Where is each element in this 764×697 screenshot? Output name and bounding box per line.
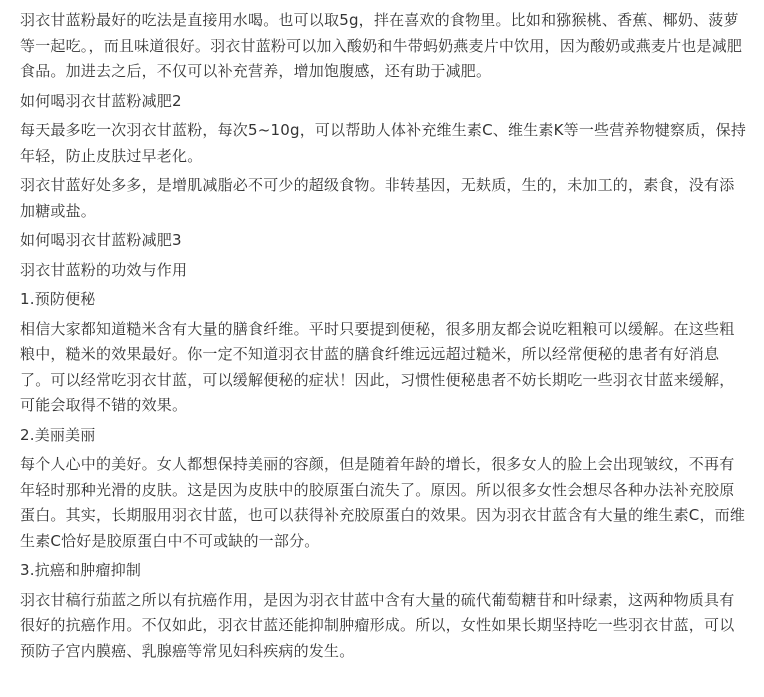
section-heading-3: 如何喝羽衣甘蓝粉减肥3 <box>20 231 182 249</box>
intro-paragraph: 羽衣甘蓝粉最好的吃法是直接用水喝。也可以取5g，拌在喜欢的食物里。比如和猕猴桃、香蕉、椰奶、菠萝等一起吃。，而且味道很好。羽衣甘蓝粉可以加入酸奶和牛带蚂奶燕麦片中饮用，因为酸奶或燕麦片也是减肥食品。加进去之后，不仅可以补充营养，增加饱腹感，还有助于减肥。 <box>20 11 743 80</box>
point-2-heading: 2.美丽美丽 <box>20 425 96 444</box>
article-body <box>20 8 748 664</box>
effects-heading: 羽衣甘蓝粉的功效与作用 <box>20 260 188 279</box>
point-3-paragraph: 羽衣甘稿行茄蓝之所以有抗癌作用，是因为羽衣甘蓝中含有大量的硫代葡萄糖苷和叶绿素，这两种物质具有很好的抗癌作用。不仅如此，羽衣甘蓝还能抑制肿瘤形成。所以，女性如果长期坚持吃一些羽衣甘蓝，可以预防子宫内膜癌、乳腺癌等常见妇科疾病的发生。 <box>20 590 735 660</box>
dosage-paragraph: 每天最多吃一次羽衣甘蓝粉，每次5~10g，可以帮助人体补充维生素C、维生素K等一些营养物犍察质，保持年轻，防止皮肤过早老化。 <box>20 121 747 165</box>
point-1-paragraph: 相信大家都知道糙米含有大量的膳食纤维。平时只要提到便秘，很多朋友都会说吃粗粮可以缓解。在这些粗粮中，糙米的效果最好。你一定不知道羽衣甘蓝的膳食纤维远远超过糙米，所以经常便秘的患者有好消息了。可以经常吃羽衣甘蓝，可以缓解便秘的症状！因此，习惯性便秘患者不妨长期吃一些羽衣甘蓝来缓解，可能会取得不错的效果。 <box>20 319 735 414</box>
point-1-heading: 1.预防便秘 <box>20 290 96 308</box>
point-3-heading: 3.抗癌和肿瘤抑制 <box>20 561 142 579</box>
point-2-paragraph: 每个人心中的美好。女人都想保持美丽的容颜，但是随着年龄的增长，很多女人的脸上会出现皱纹，不再有年轻时那种光滑的皮肤。这是因为皮肤中的胶原蛋白流失了。原因。所以很多女性会想尽各种办法补充胶原蛋白。其实，长期服用羽衣甘蓝，也可以获得补充胶原蛋白的效果。因为羽衣甘蓝含有大量的维生素C，而维生素C恰好是胶原蛋白中不可或缺的一部分。 <box>20 455 746 550</box>
section-heading-2: 如何喝羽衣甘蓝粉减肥2 <box>20 91 182 110</box>
benefits-paragraph: 羽衣甘蓝好处多多，是增肌减脂必不可少的超级食物。非转基因，无麸质，生的，未加工的，素食，没有添加糖或盐。 <box>20 176 735 220</box>
